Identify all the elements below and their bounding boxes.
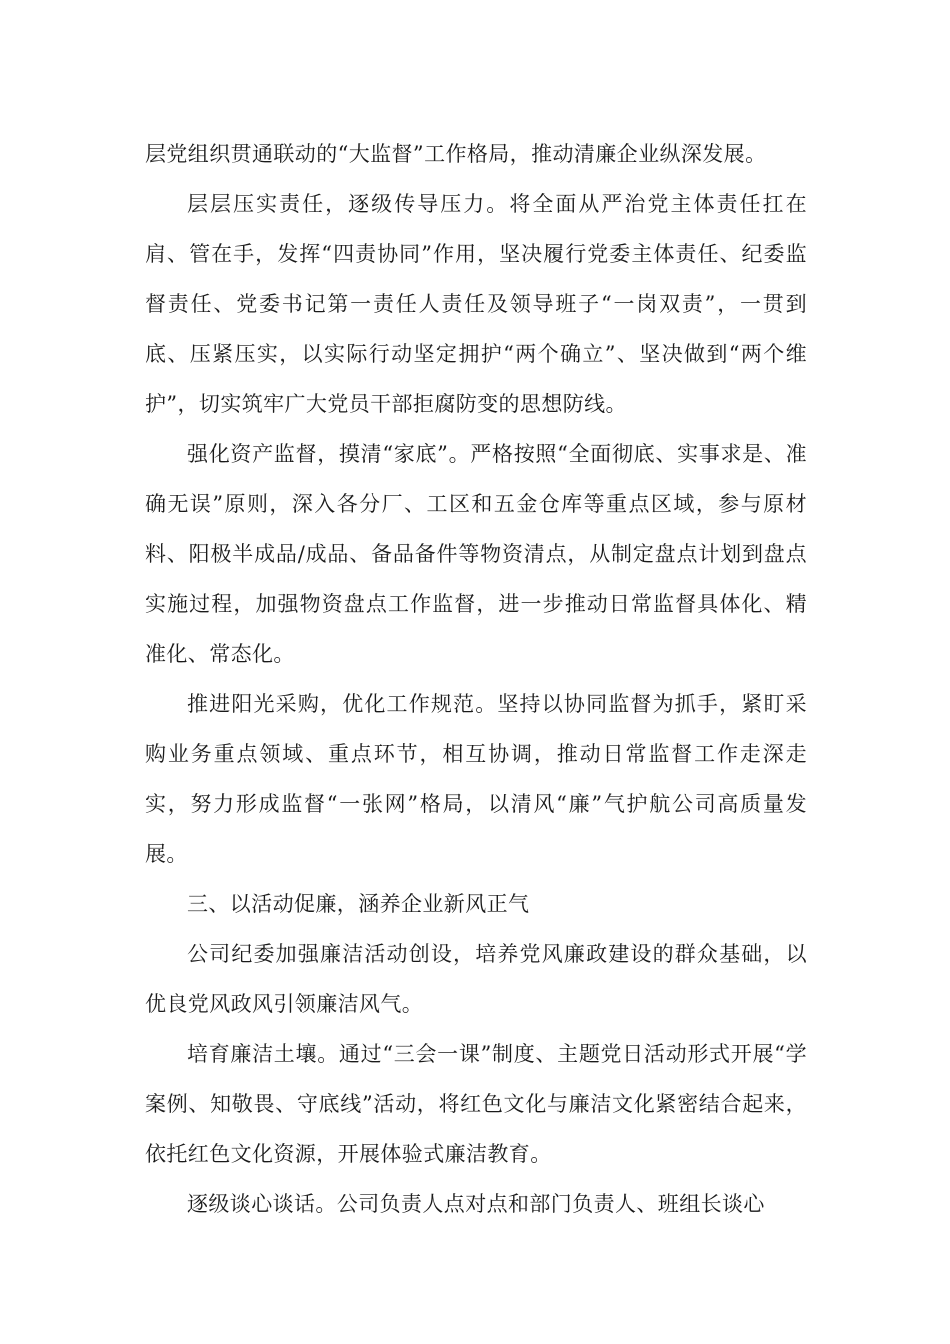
paragraph-responsibility: 层层压实责任，逐级传导压力。将全面从严治党主体责任扛在肩、管在手，发挥“四责协同”作用，坚决履行党委主体责任、纪委监督责任、党委书记第一责任人责任及领导班子“一岗双责”，一贯到底、压紧压实，以实际行动坚定拥护“两个确立”、坚决做到“两个维护”，切实筑牢广大党员干部拒腐防变的思想防线。 bbox=[145, 192, 807, 416]
paragraph-asset-supervision: 强化资产监督，摸清“家底”。严格按照“全面彻底、实事求是、准确无误”原则，深入各分厂、工区和五金仓库等重点区域，参与原材料、阳极半成品/成品、备品备件等物资清点，从制定盘点计划到盘点实施过程，加强物资盘点工作监督，进一步推动日常监督具体化、精准化、常态化。 bbox=[145, 442, 807, 666]
document-body bbox=[145, 129, 807, 1229]
section-heading: 三、以活动促廉，涵养企业新风正气 bbox=[187, 892, 530, 916]
paragraph-activity-intro: 公司纪委加强廉洁活动创设，培养党风廉政建设的群众基础，以优良党风政风引领廉洁风气。 bbox=[145, 942, 807, 1016]
paragraph-continued: 层党组织贯通联动的“大监督”工作格局，推动清廉企业纵深发展。 bbox=[145, 142, 767, 166]
paragraph-talks: 逐级谈心谈话。公司负责人点对点和部门负责人、班组长谈心 bbox=[187, 1192, 765, 1216]
paragraph-integrity-soil: 培育廉洁土壤。通过“三会一课”制度、主题党日活动形式开展“学案例、知敬畏、守底线”活动，将红色文化与廉洁文化紧密结合起来，依托红色文化资源，开展体验式廉洁教育。 bbox=[145, 1042, 807, 1166]
paragraph-sunshine-procurement: 推进阳光采购，优化工作规范。坚持以协同监督为抓手，紧盯采购业务重点领域、重点环节，相互协调，推动日常监督工作走深走实，努力形成监督“一张网”格局，以清风“廉”气护航公司高质量发展。 bbox=[145, 692, 807, 866]
